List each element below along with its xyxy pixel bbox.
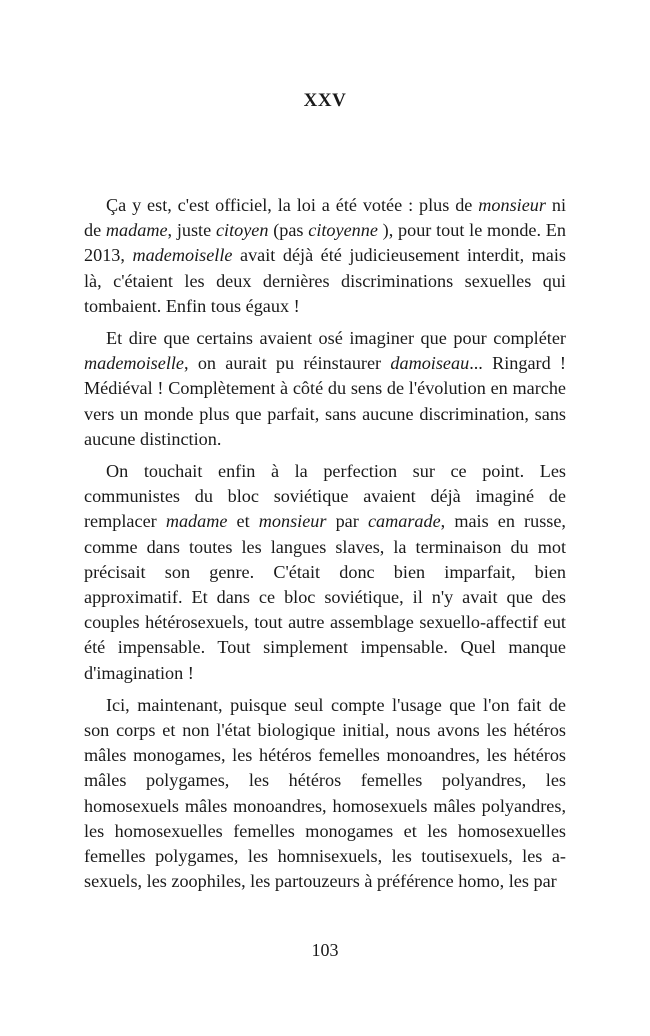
text-run: avait déjà été judicieusement interdit, mais là, c'étaient les deux dernières discriminations sexuelles qui tombaient. Enfin tous égaux !: [84, 245, 566, 316]
italic-run: mademoiselle: [84, 353, 185, 374]
italic-run: monsieur: [478, 195, 546, 215]
text-run: , on aurait pu réinstaurer: [184, 353, 391, 374]
text-run: Ça y est, c'est officiel, la loi a été votée : plus de: [106, 195, 479, 215]
text-run: ... Ringard ! Médiéval ! Complètement à côté du sens de l'évolution en marche vers un monde plus que parfait, sans aucune discrimination, sans aucune distinction.: [84, 353, 566, 449]
italic-run: citoyenne: [308, 220, 378, 241]
paragraph: [84, 326, 566, 452]
paragraph: [84, 459, 566, 686]
text-run: ni de: [84, 195, 566, 241]
italic-run: madame: [105, 220, 168, 241]
text-run: , mais en russe, comme dans toutes les langues slaves, la terminaison du mot précisait son genre. C'était donc bien imparfait, bien approximatif. Et dans ce bloc soviétique, il n'y avait que des couples hétérosexuels, tout autre assemblage sexuello-affectif eut été impensable. Tout simplement impensable. Quel manque d'imagination !: [84, 511, 566, 683]
italic-run: monsieur: [258, 511, 327, 532]
page-number: 103: [311, 940, 339, 960]
text-run: Et dire que certains avaient osé imaginer que pour compléter: [106, 328, 566, 349]
italic-run: camarade: [367, 511, 441, 532]
body-text: [84, 193, 566, 901]
italic-run: damoiseau: [390, 353, 470, 374]
paragraph: [84, 193, 566, 319]
text-run: , juste: [167, 220, 216, 241]
italic-run: mademoiselle: [132, 245, 233, 266]
text-run: par: [326, 511, 368, 532]
text-run: Ici, maintenant, puisque seul compte l'usage que l'on fait de son corps et non l'état biologique initial, nous avons les hétéros mâles monogames, les hétéros femelles monoandres, les hétéros mâles polygames, les hétéros femelles polyandres, les homosexuels mâles monoandres, homosexuels mâles polyandres, les homosexuelles femelles monogames et les homosexuelles femelles polygames, les homnisexuels, les toutisexuels, les a-sexuels, les zoophiles, les partouzeurs à préférence homo, les par: [84, 694, 566, 892]
text-run: ), pour tout le monde. En 2013,: [84, 220, 566, 266]
italic-run: citoyen: [215, 220, 269, 241]
italic-run: madame: [165, 511, 228, 532]
paragraph: [84, 693, 566, 895]
text-run: (pas: [268, 220, 309, 241]
chapter-title: XXV: [303, 90, 347, 111]
text-run: On touchait enfin à la perfection sur ce point. Les communistes du bloc soviétique avaient déjà imaginé de remplacer: [84, 461, 566, 532]
text-run: et: [227, 511, 259, 532]
